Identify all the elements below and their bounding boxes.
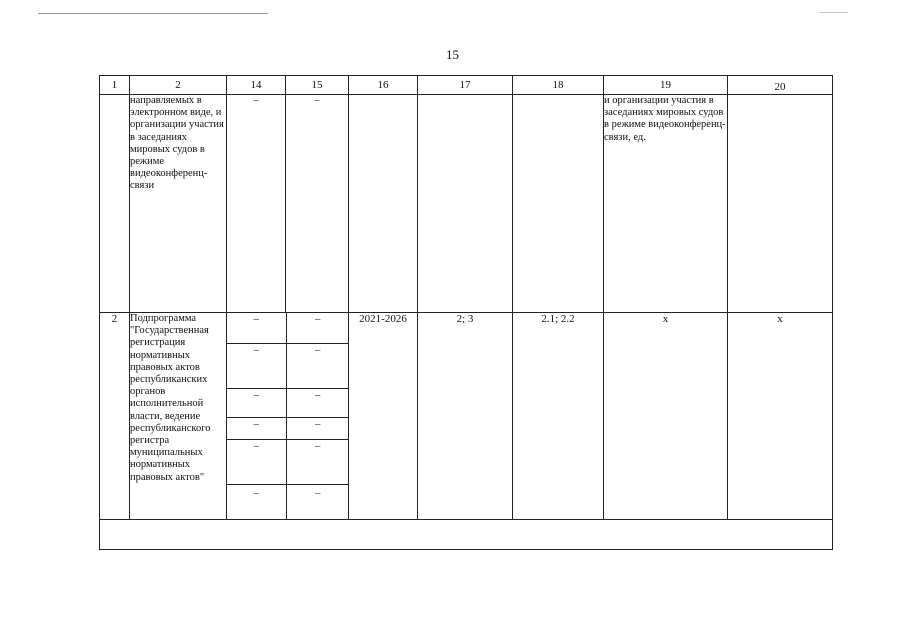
cell-col20: х — [728, 313, 833, 520]
cell-col18 — [513, 95, 604, 313]
cell-col14: – — [227, 417, 286, 439]
indicator-name-cell: направляемых в электронном виде, и организации участия в заседаниях мировых судов в режиме видеоконференц-связи — [130, 95, 227, 313]
cell-col15: – — [286, 343, 349, 388]
column-header: 20 — [728, 76, 833, 95]
page-number: 15 — [446, 47, 459, 62]
column-header: 14 — [227, 76, 286, 95]
column-header: 15 — [286, 76, 349, 95]
subprogram-name-cell: Подпрограмма "Государственная регистрация нормативных правовых актов республиканских органов исполнительной власти, ведение республиканского регистра муниципальных нормативных правовых актов" — [130, 313, 227, 520]
cell-col16 — [349, 95, 418, 313]
cell-col19: и организации участия в заседаниях мировых судов в режиме видеоконференц-связи, ед. — [604, 95, 728, 313]
cell-col14: – — [227, 439, 286, 484]
table-row-empty — [100, 520, 833, 550]
cell-col14: – — [227, 313, 286, 343]
cell-col15: – — [286, 388, 349, 417]
empty-row-cell — [100, 520, 833, 550]
cell-col15: – — [286, 417, 349, 439]
table-row-continuation — [100, 95, 833, 313]
cell-col15: – — [286, 313, 349, 343]
nested-row — [227, 388, 349, 417]
nested-row — [227, 343, 349, 388]
cell-col14: – — [227, 343, 286, 388]
nested-dash-cells — [227, 313, 349, 520]
cell-col19: х — [604, 313, 728, 520]
table-header-row — [100, 76, 833, 95]
cell-col20 — [728, 95, 833, 313]
column-header: 19 — [604, 76, 728, 95]
cell-col17 — [418, 95, 513, 313]
row-number-cell — [100, 95, 130, 313]
column-header: 16 — [349, 76, 418, 95]
cell-col14: – — [227, 95, 286, 313]
scan-artifact-line — [820, 12, 848, 13]
cell-col15: – — [286, 439, 349, 484]
row-number-cell: 2 — [100, 313, 130, 520]
nested-row — [227, 313, 349, 343]
column-header: 18 — [513, 76, 604, 95]
scan-artifact-line — [38, 13, 268, 14]
cell-col14: – — [227, 484, 286, 519]
nested-dash-table — [227, 313, 349, 519]
document-table — [99, 75, 833, 550]
table-row-subprogram — [100, 313, 833, 520]
column-header: 2 — [130, 76, 227, 95]
cell-col14: – — [227, 388, 286, 417]
nested-row — [227, 439, 349, 484]
column-header: 17 — [418, 76, 513, 95]
nested-row — [227, 417, 349, 439]
cell-col17: 2; 3 — [418, 313, 513, 520]
column-header: 1 — [100, 76, 130, 95]
implementation-period-cell: 2021-2026 — [349, 313, 418, 520]
nested-row — [227, 484, 349, 519]
cell-col15: – — [286, 95, 349, 313]
cell-col15: – — [315, 487, 321, 499]
cell-col18: 2.1; 2.2 — [513, 313, 604, 520]
